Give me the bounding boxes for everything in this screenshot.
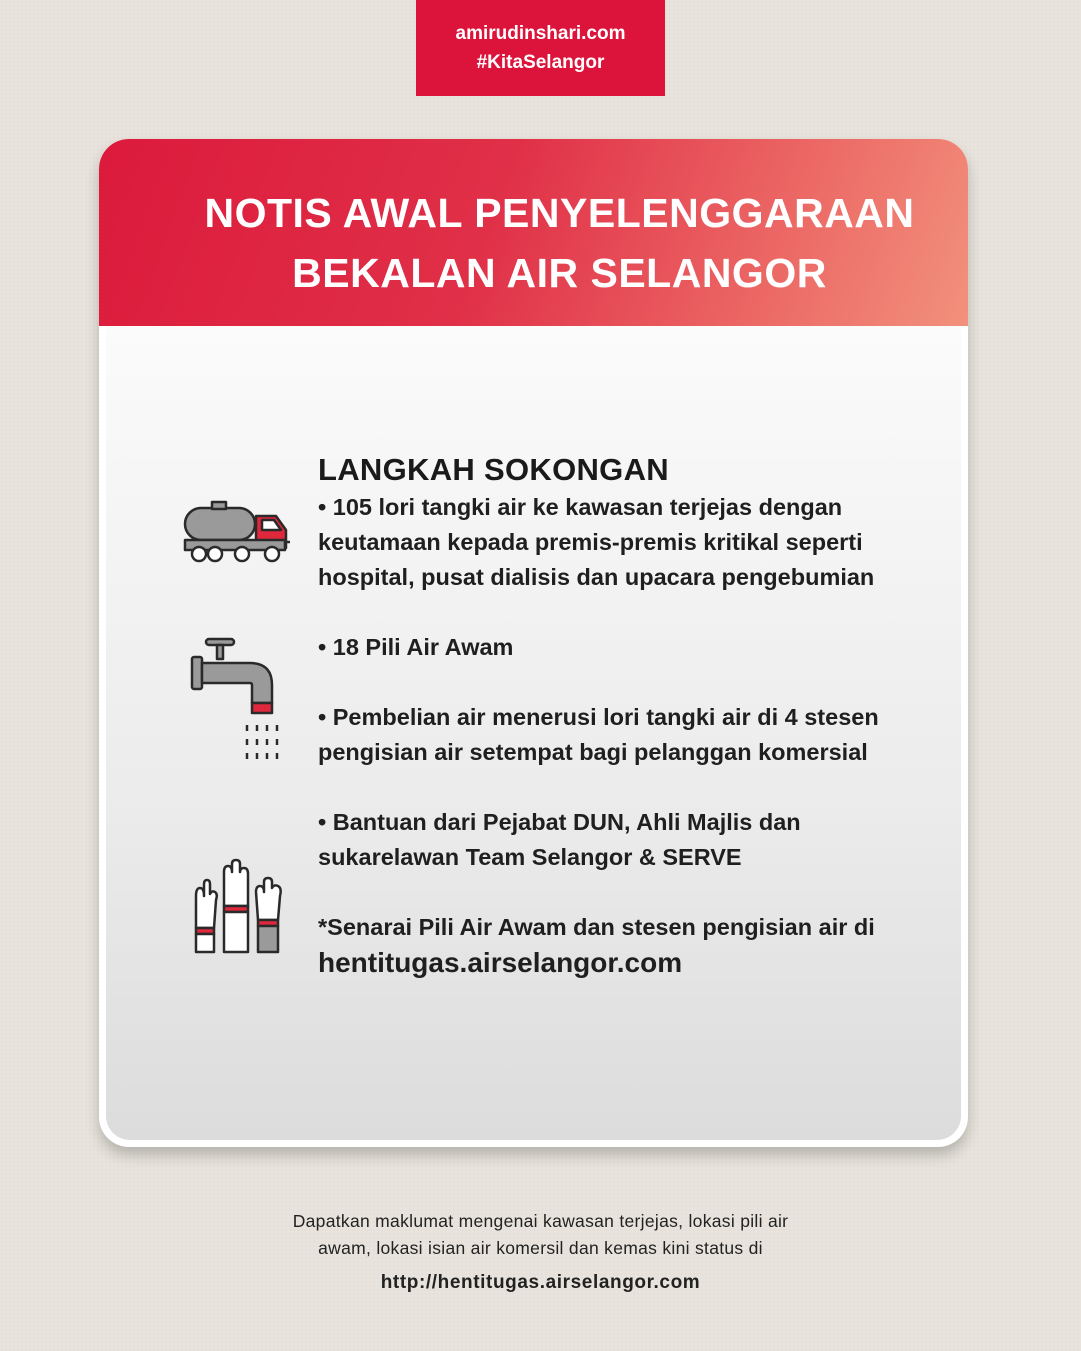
- list-item-tanker-lorries: • 105 lori tangki air ke kawasan terjejas dengan keutamaan kepada premis-premis kritikal seperti hospital, pusat dialisis dan upacara pengebumian: [318, 494, 875, 590]
- footer-line1: Dapatkan maklumat mengenai kawasan terjejas, lokasi pili air: [292, 1211, 789, 1231]
- site-url-label: amirudinshari.com: [455, 23, 626, 44]
- footer: [0, 1208, 1081, 1296]
- water-tanker-truck-icon: [182, 500, 292, 566]
- spacer: [318, 875, 928, 910]
- notice-title-line2: BEKALAN AIR SELANGOR: [292, 250, 827, 296]
- list-item-volunteer-help: • Bantuan dari Pejabat DUN, Ahli Majlis dan sukarelawan Team Selangor & SERVE: [318, 809, 801, 870]
- footnote: [318, 910, 928, 982]
- notice-title-line1: NOTIS AWAL PENYELENGGARAAN: [204, 190, 915, 236]
- hashtag-label: #KitaSelangor: [476, 52, 605, 73]
- spacer: [318, 665, 928, 700]
- spacer: [318, 770, 928, 805]
- spacer: [318, 595, 928, 630]
- support-steps: [318, 450, 928, 982]
- list-item-commercial-purchase: • Pembelian air menerusi lori tangki air di 4 stesen pengisian air setempat bagi pelanggan komersial: [318, 704, 879, 765]
- water-tap-icon: [190, 635, 290, 765]
- list-item-public-taps: • 18 Pili Air Awam: [318, 634, 514, 660]
- section-heading: LANGKAH SOKONGAN: [318, 452, 669, 487]
- raised-hands-icon: [188, 858, 288, 954]
- site-tag: [416, 0, 665, 96]
- footnote-text: *Senarai Pili Air Awam dan stesen pengisian air di: [318, 914, 875, 940]
- footer-line2: awam, lokasi isian air komersil dan kemas kini status di: [318, 1238, 763, 1258]
- footer-url-link[interactable]: http://hentitugas.airselangor.com: [380, 1272, 701, 1293]
- footnote-link[interactable]: hentitugas.airselangor.com: [318, 947, 683, 978]
- notice-header: [99, 139, 968, 326]
